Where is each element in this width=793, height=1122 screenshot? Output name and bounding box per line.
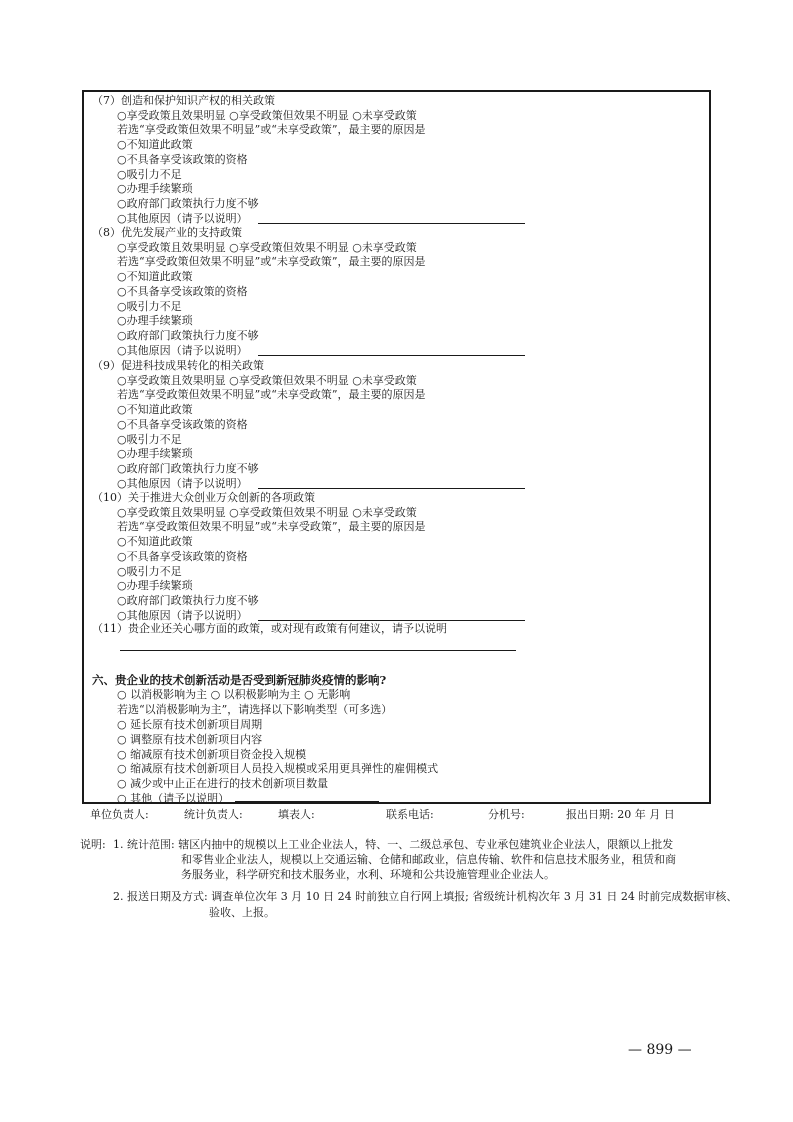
reason-prompt: 若选“享受政策但效果不明显”或“未享受政策”，最主要的原因是 [117, 388, 426, 402]
policy-section-title: （8）优先发展产业的支持政策 [92, 226, 242, 239]
q6-title: 六、贵企业的技术创新活动是否受到新冠肺炎疫情的影响? [92, 673, 387, 687]
reason-option[interactable]: ○其他原因（请予以说明） [117, 608, 248, 622]
impact-type-option[interactable]: ○ 缩减原有技术创新项目资金投入规模 [117, 747, 307, 761]
reason-option[interactable]: ○办理手续繁琐 [117, 447, 193, 461]
note-1-line-1: 1. 统计范围: 辖区内抽中的规模以上工业企业法人，特、一、二级总承包、专业承包建筑业企业法人，限额以上批发 [113, 838, 674, 851]
stat-head-label: 统计负责人: [184, 808, 243, 821]
q11-text: （11）贵企业还关心哪方面的政策，或对现有政策有何建议，请予以说明 [92, 622, 447, 635]
note-1-line-3: 务服务业，科学研究和技术服务业，水利、环境和公共设施管理业企业法人。 [181, 868, 555, 881]
q11-answer-line[interactable] [120, 640, 516, 651]
ext-label: 分机号: [488, 808, 525, 821]
reason-option[interactable]: ○吸引力不足 [117, 299, 182, 313]
reason-prompt: 若选“享受政策但效果不明显”或“未享受政策”，最主要的原因是 [117, 520, 426, 534]
policy-effect-options[interactable]: ○享受政策且效果明显 ○享受政策但效果不明显 ○未享受政策 [117, 108, 417, 122]
reason-option[interactable]: ○政府部门政策执行力度不够 [117, 328, 259, 342]
impact-type-option[interactable]: ○ 缩减原有技术创新项目人员投入规模或采用更具弹性的雇佣模式 [117, 762, 439, 776]
reason-option[interactable]: ○政府部门政策执行力度不够 [117, 593, 259, 607]
reason-option[interactable]: ○其他原因（请予以说明） [117, 343, 248, 357]
policy-effect-options[interactable]: ○享受政策且效果明显 ○享受政策但效果不明显 ○未享受政策 [117, 373, 417, 387]
other-reason-line[interactable] [258, 213, 525, 224]
filler-label: 填表人: [278, 808, 315, 821]
unit-head-label: 单位负责人: [90, 808, 149, 821]
reason-prompt: 若选“享受政策但效果不明显”或“未享受政策”，最主要的原因是 [117, 123, 426, 137]
reason-option[interactable]: ○吸引力不足 [117, 564, 182, 578]
reason-option[interactable]: ○不知道此政策 [117, 535, 193, 549]
phone-label: 联系电话: [386, 808, 434, 821]
reason-option[interactable]: ○办理手续繁琐 [117, 182, 193, 196]
report-date-label: 报出日期: 20 年 月 日 [566, 808, 675, 821]
policy-effect-options[interactable]: ○享受政策且效果明显 ○享受政策但效果不明显 ○未享受政策 [117, 240, 417, 254]
reason-option[interactable]: ○办理手续繁琐 [117, 579, 193, 593]
note-1-line-2: 和零售业企业法人，规模以上交通运输、仓储和邮政业，信息传输、软件和信息技术服务业，租赁和商 [181, 853, 676, 866]
reason-option[interactable]: ○其他原因（请予以说明） [117, 211, 248, 225]
policy-effect-options[interactable]: ○享受政策且效果明显 ○享受政策但效果不明显 ○未享受政策 [117, 505, 417, 519]
reason-option[interactable]: ○不知道此政策 [117, 403, 193, 417]
reason-option[interactable]: ○办理手续繁琐 [117, 314, 193, 328]
reason-option[interactable]: ○不知道此政策 [117, 270, 193, 284]
policy-section-title: （7）创造和保护知识产权的相关政策 [92, 94, 275, 107]
reason-option[interactable]: ○不具备享受该政策的资格 [117, 284, 248, 298]
reason-option[interactable]: ○吸引力不足 [117, 167, 182, 181]
reason-option[interactable]: ○不具备享受该政策的资格 [117, 152, 248, 166]
impact-type-option[interactable]: ○ 延长原有技术创新项目周期 [117, 718, 263, 731]
policy-section-title: （10）关于推进大众创业万众创新的各项政策 [92, 491, 315, 504]
reason-prompt: 若选“享受政策但效果不明显”或“未享受政策”，最主要的原因是 [117, 255, 426, 269]
notes-label: 说明: [80, 838, 106, 851]
reason-option[interactable]: ○不具备享受该政策的资格 [117, 417, 248, 431]
other-reason-line[interactable] [258, 345, 525, 356]
page-number: — 899 — [628, 1042, 692, 1058]
q6-prompt: 若选“以消极影响为主”，请选择以下影响类型（可多选） [117, 703, 393, 716]
reason-option[interactable]: ○政府部门政策执行力度不够 [117, 461, 259, 475]
q6-options[interactable]: ○ 以消极影响为主 ○ 以积极影响为主 ○ 无影响 [117, 688, 351, 701]
q6-other-line[interactable] [235, 791, 379, 802]
reason-option[interactable]: ○吸引力不足 [117, 432, 182, 446]
note-2-line-1: 2. 报送日期及方式: 调查单位次年 3 月 10 日 24 时前独立自行网上填报; 省级统计机构次年 3 月 31 日 24 时前完成数据审核、 [113, 890, 738, 903]
other-reason-line[interactable] [258, 610, 525, 621]
reason-option[interactable]: ○其他原因（请予以说明） [117, 476, 248, 490]
reason-option[interactable]: ○不具备享受该政策的资格 [117, 549, 248, 563]
reason-option[interactable]: ○不知道此政策 [117, 138, 193, 152]
impact-type-option[interactable]: ○ 其他（请予以说明） [117, 792, 230, 805]
other-reason-line[interactable] [258, 478, 525, 489]
impact-type-option[interactable]: ○ 减少或中止正在进行的技术创新项目数量 [117, 777, 329, 791]
note-2-line-2: 验收、上报。 [209, 906, 275, 919]
reason-option[interactable]: ○政府部门政策执行力度不够 [117, 196, 259, 210]
impact-type-option[interactable]: ○ 调整原有技术创新项目内容 [117, 732, 263, 746]
policy-section-title: （9）促进科技成果转化的相关政策 [92, 359, 264, 372]
